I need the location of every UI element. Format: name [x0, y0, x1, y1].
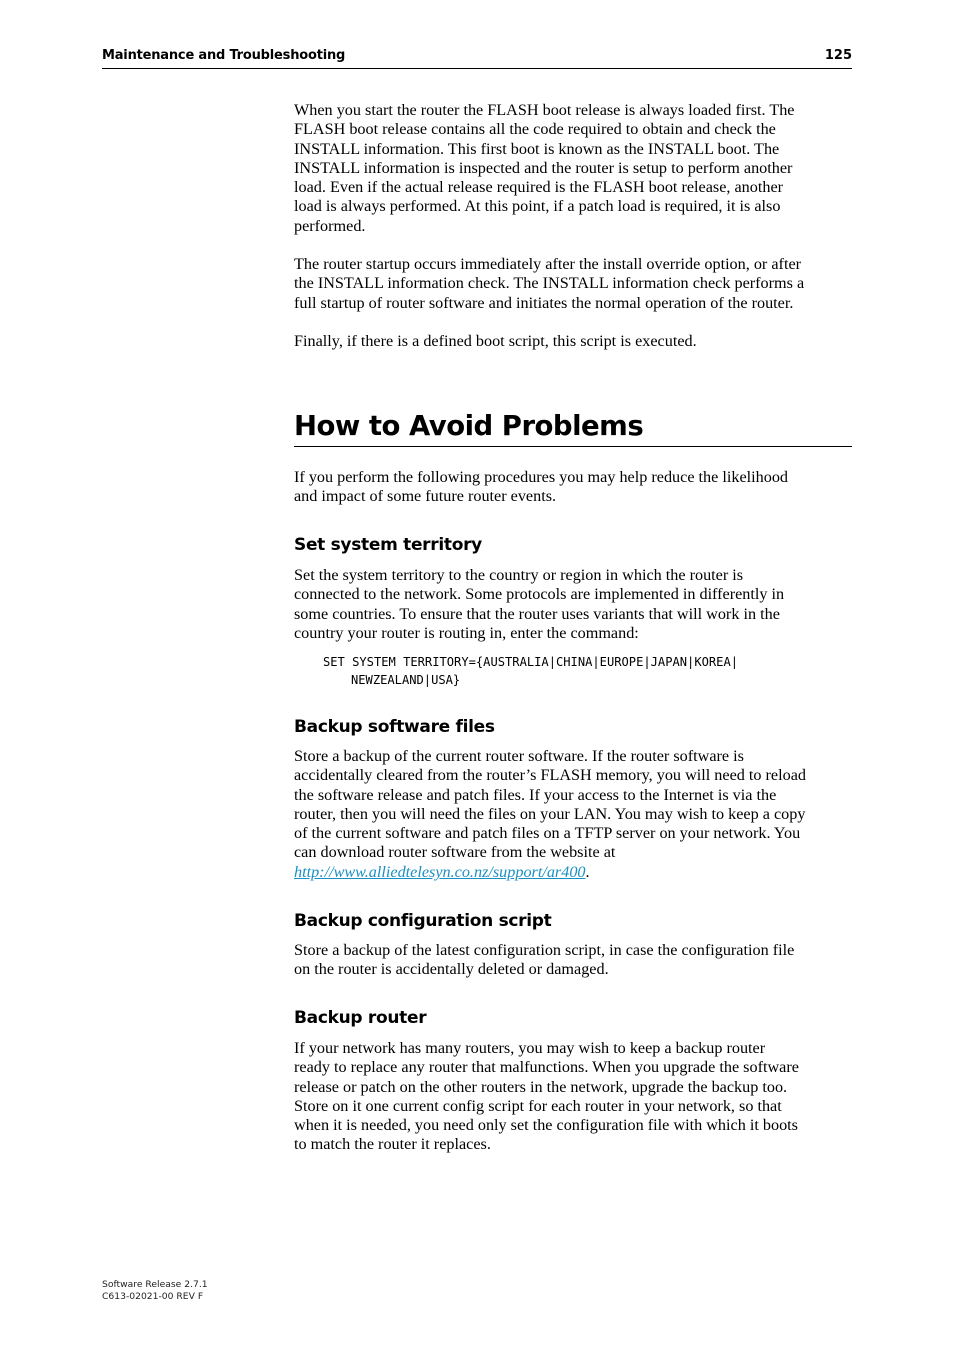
running-section-title: Maintenance and Troubleshooting: [102, 48, 346, 63]
territory-paragraph: Set the system territory to the country or region in which the router is connected to the network. Some protocols are implemented in differently in some countries. To ensure that the router uses variants that will work in the country your router is routing in, enter the command:: [294, 566, 785, 642]
page-number: 125: [824, 48, 852, 63]
config-paragraph: Store a backup of the latest configuration script, in case the configuration file on the router is accidentally deleted or damaged.: [294, 941, 795, 979]
software-heading: Backup software files: [294, 717, 495, 737]
software-paragraph: Store a backup of the current router software. If the router software is accidentally cleared from the router’s FLASH memory, you will need to reload the software release and patch files. If your access to the Internet is via the router, then you will need the files on your LAN. You may wish to keep a copy of the current software and patch files on a TFTP server on your network. You can download router software from the website at http://www.alliedtelesyn.co.nz/support/ar400.: [294, 747, 806, 881]
document-id: C613-02021-00 REV F: [102, 1290, 204, 1302]
page-header: [102, 48, 852, 69]
section-intro-paragraph: If you perform the following procedures you may help reduce the likelihood and impact of some future router events.: [294, 468, 789, 506]
territory-heading: Set system territory: [294, 535, 482, 555]
intro-paragraph-2: The router startup occurs immediately after the install override option, or after the INSTALL information check. The INSTALL information check performs a full startup of router software and initiates the normal operation of the router.: [294, 255, 805, 312]
intro-paragraph-3: Finally, if there is a defined boot script, this script is executed.: [294, 332, 697, 350]
software-release: Software Release 2.7.1: [102, 1279, 208, 1290]
config-heading: Backup configuration script: [294, 911, 552, 931]
support-website-link[interactable]: http://www.alliedtelesyn.co.nz/support/ar400: [294, 862, 586, 881]
page-footer: [102, 1279, 208, 1302]
command-line-continued: NEWZEALAND|USA}: [351, 673, 461, 687]
router-paragraph: If your network has many routers, you may wish to keep a backup router ready to replace any router that malfunctions. When you upgrade the software release or patch on the other routers in the network, upgrade the backup too. Store on it one current config script for each router in your network, so that when it is needed, you need only set the configuration file with which it boots to match the router it replaces.: [294, 1039, 799, 1154]
command-line: SET SYSTEM TERRITORY={AUSTRALIA|CHINA|EUROPE|JAPAN|KOREA|: [323, 655, 739, 669]
router-heading: Backup router: [294, 1008, 427, 1028]
intro-paragraph-1: When you start the router the FLASH boot release is always loaded first. The FLASH boot release contains all the code required to obtain and check the INSTALL information. This first boot is known as the INSTALL boot. The INSTALL information is inspected and the router is setup to perform another load. Even if the actual release required is the FLASH boot release, another load is always performed. At this point, if a patch load is required, it is also performed.: [294, 101, 795, 235]
section-heading: How to Avoid Problems: [294, 405, 852, 447]
territory-command: [323, 653, 738, 689]
